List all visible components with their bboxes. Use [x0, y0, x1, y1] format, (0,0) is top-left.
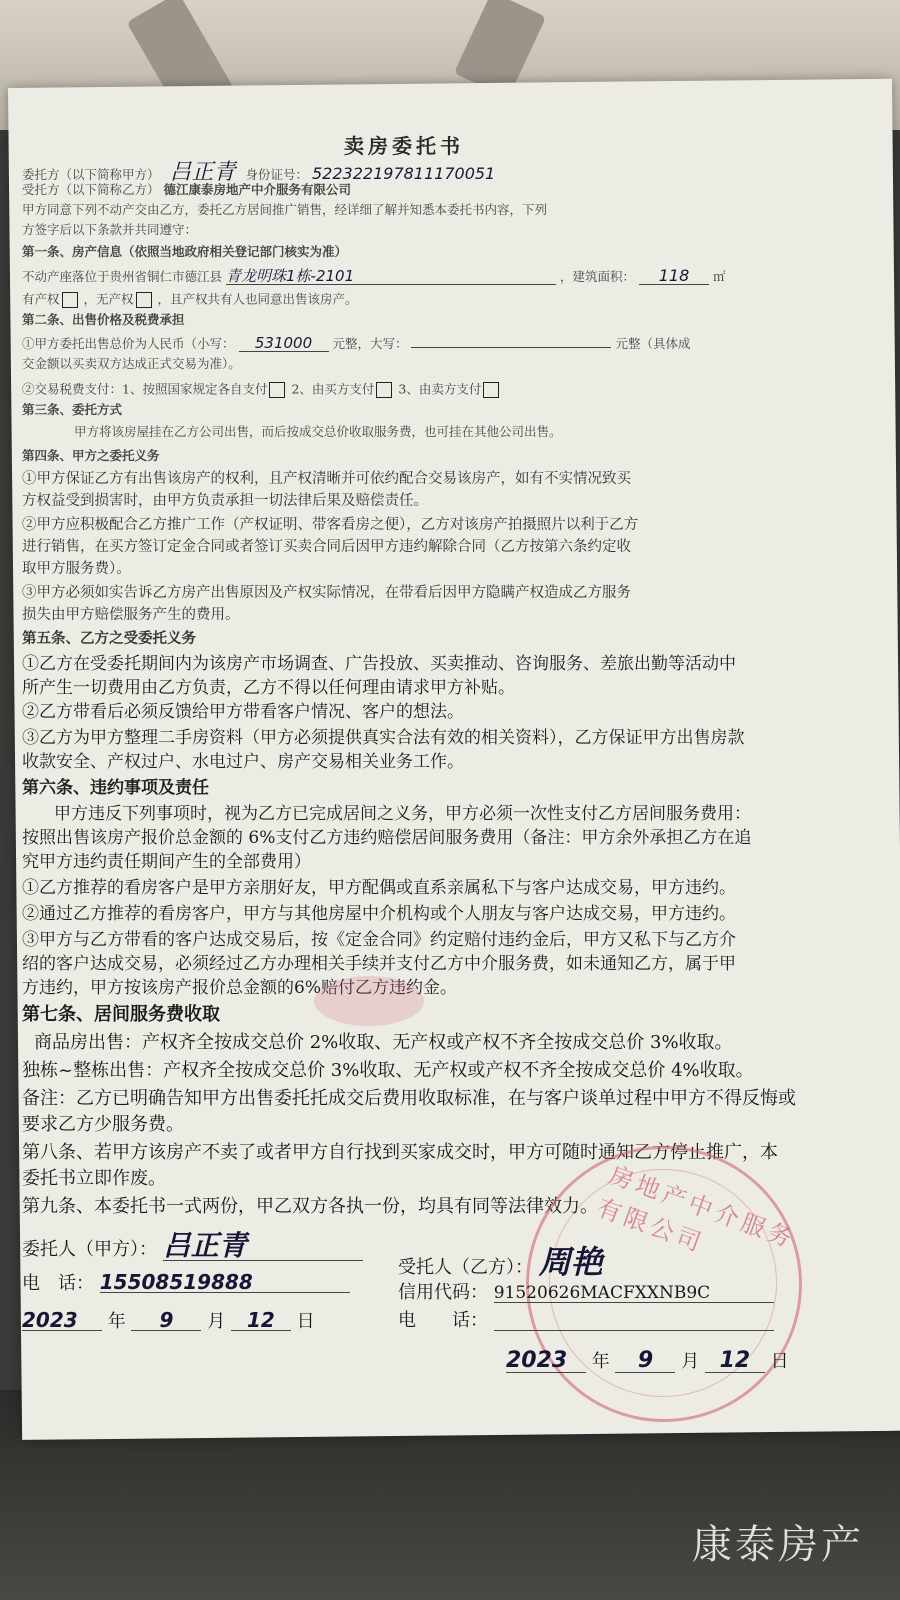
client-phone: 15508519888: [100, 1272, 350, 1293]
article5-text: 所产生一切费用由乙方负责，乙方不得以任何理由请求甲方补贴。: [22, 678, 515, 698]
agent-company: 德江康泰房地产中介服务有限公司: [163, 182, 352, 197]
document-title: 卖房委托书: [344, 134, 464, 158]
red-ink-smudge: [314, 976, 424, 1026]
article5-text: ③乙方为甲方整理二手房资料（甲方必须提供真实合法有效的相关资料），乙方保证甲方出售房款: [22, 728, 745, 748]
article6-text: ②通过乙方推荐的看房客户，甲方与其他房屋中介机构或个人朋友与客户达成交易，甲方违约。: [22, 904, 736, 924]
article1-heading: 第一条、房产信息（依照当地政府相关登记部门核实为准）: [22, 244, 348, 259]
article5-heading: 第五条、乙方之受委托义务: [22, 630, 196, 647]
article4-text: 取甲方服务费）。: [22, 561, 131, 577]
article4-text: 方权益受到损害时，由甲方负责承担一切法律后果及赔偿责任。: [22, 493, 428, 509]
article1-title-line: 有产权 ，无产权 ，且产权共有人也同意出售该房产。: [22, 291, 358, 307]
watermark: 康泰房产: [692, 1522, 864, 1568]
article5-text: ①乙方在受委托期间内为该房产市场调查、广告投放、买卖推动、咨询服务、差旅出勤等活动中: [22, 654, 736, 674]
client-signature: 吕正青: [169, 160, 236, 185]
article7-text: 备注：乙方已明确告知甲方出售委托托成交后费用收取标准，在与客户谈单过程中甲方不得反悔或: [22, 1088, 796, 1109]
client-date-month: 9: [131, 1310, 201, 1331]
article6-text: 究甲方违约责任期间产生的全部费用）: [22, 852, 311, 872]
agent-date-line: 2023 年 9 月 12 日: [506, 1348, 789, 1373]
checkbox-has-title: [62, 292, 78, 308]
article6-text: 绍的客户达成交易，必须经过乙方办理相关手续并支付乙方中介服务费，如未通知乙方，属于甲: [22, 954, 736, 974]
article8-text: 委托书立即作废。: [22, 1168, 166, 1189]
agent-phone-line: 电 话：: [398, 1312, 774, 1331]
article4-text: ②甲方应积极配合乙方推广工作（产权证明、带客看房之便），乙方对该房产拍摄照片以利于乙方: [22, 517, 639, 533]
article4-heading: 第四条、甲方之委托义务: [22, 448, 160, 463]
article6-heading: 第六条、违约事项及责任: [22, 778, 209, 798]
article7-text: 独栋~整栋出售：产权齐全按成交总价 3%收取、无产权或产权不齐全按成交总价 4%收取。: [22, 1060, 754, 1081]
article3-heading: 第三条、委托方式: [22, 402, 123, 417]
article4-text: ③甲方必须如实告诉乙方房产出售原因及产权实际情况，在带看后因甲方隐瞒产权造成乙方服务: [22, 585, 631, 601]
agent-date-year: 2023: [506, 1350, 586, 1373]
article1-address-line: 不动产座落位于贵州省铜仁市德江县 青龙明珠1栋-2101 ，建筑面积： 118 ㎡: [22, 266, 726, 285]
article7-heading: 第七条、居间服务费收取: [22, 1004, 220, 1025]
article6-text: ③甲方与乙方带看的客户达成交易后，按《定金合同》约定赔付违约金后，甲方又私下与乙方介: [22, 930, 736, 950]
agent-date-month: 9: [615, 1350, 675, 1373]
article8-text: 第八条、若甲方该房产不卖了或者甲方自行找到买家成交时，甲方可随时通知乙方停止推广，本: [22, 1142, 778, 1163]
client-date-year: 2023: [22, 1310, 102, 1331]
seal-text: 房地产中介服务有限公司: [593, 1160, 800, 1259]
article5-text: 收款安全、产权过户、水电过户、房产交易相关业务工作。: [22, 752, 464, 772]
article3-text: 甲方将该房屋挂在乙方公司出售，而后按成交总价收取服务费，也可挂在其他公司出售。: [74, 424, 562, 439]
article6-text: ①乙方推荐的看房客户是甲方亲朋好友，甲方配偶或直系亲属私下与客户达成交易，甲方违约。: [22, 878, 736, 898]
price-line-2: 交金额以买卖双方达成正式交易为准）。: [22, 356, 241, 371]
client-sign-line: 委托人（甲方）： 吕正青: [22, 1232, 363, 1261]
article7-text: 商品房出售：产权齐全按成交总价 2%收取、无产权或产权不齐全按成交总价 3%收取。: [34, 1032, 733, 1053]
price-line: ①甲方委托出售总价为人民币（小写： 531000 元整，大写： 元整（具体成: [22, 334, 691, 352]
tax-line: ②交易税费支付：1、按照国家规定各自支付 2、由买方支付 3、由卖方支付: [22, 382, 501, 398]
property-area: 118: [639, 268, 709, 285]
article6-text: 按照出售该房产报价总金额的 6%支付乙方违约赔偿居间服务费用（备注：甲方余外承担乙方在追: [22, 828, 752, 848]
article5-text: ②乙方带看后必须反馈给甲方带看客户情况、客户的想法。: [22, 702, 464, 722]
client-id: 522322197811170051: [312, 164, 496, 183]
price-value: 531000: [239, 336, 329, 352]
client-line: 委托方（以下简称甲方） 吕正青 身份证号： 522322197811170051: [22, 160, 496, 185]
client-phone-line: 电 话： 15508519888: [22, 1272, 350, 1293]
checkbox-tax-3: [483, 382, 499, 398]
checkbox-tax-2: [376, 382, 392, 398]
client-date-line: 2023 年 9 月 12 日: [22, 1308, 315, 1332]
article6-text: 方违约，甲方按该房产报价总金额的6%赔付乙方违约金。: [22, 978, 457, 998]
agent-sign-line: 受托人（乙方）： 周艳: [398, 1243, 603, 1281]
client-signature: 吕正青: [163, 1232, 363, 1261]
article6-text: 甲方违反下列事项时，视为乙方已完成居间之义务，甲方必须一次性支付乙方居间服务费用：: [54, 804, 751, 824]
checkbox-no-title: [136, 292, 152, 308]
intro-line: 甲方同意下列不动产交由乙方，委托乙方居间推广销售，经详细了解并知悉本委托书内容，下列: [22, 202, 548, 217]
agent-line: 受托方（以下简称乙方） 德江康泰房地产中介服务有限公司: [22, 182, 352, 197]
article9-text: 第九条、本委托书一式两份，甲乙双方各执一份，均具有同等法律效力。: [22, 1196, 598, 1217]
article2-heading: 第二条、出售价格及税费承担: [22, 312, 185, 327]
credit-code: 91520626MACFXXNB9C: [494, 1285, 774, 1303]
agent-date-day: 12: [705, 1350, 765, 1373]
article4-text: 损失由甲方赔偿服务产生的费用。: [22, 607, 240, 623]
article4-text: 进行销售，在买方签订定金合同或者签订买卖合同后因甲方违约解除合同（乙方按第六条约定收: [22, 539, 631, 555]
document: [14, 96, 884, 1426]
article4-text: ①甲方保证乙方有出售该房产的权利，且产权清晰并可依约配合交易该房产，如有不实情况致买: [22, 471, 631, 487]
agent-signature: 周艳: [538, 1243, 603, 1281]
property-address: 青龙明珠1栋-2101: [226, 269, 556, 285]
intro-line: 方签字后以下条款并共同遵守：: [22, 222, 198, 237]
client-date-day: 12: [231, 1310, 291, 1331]
checkbox-tax-1: [269, 382, 285, 398]
credit-code-line: 信用代码： 91520626MACFXXNB9C: [398, 1284, 774, 1303]
article7-text: 要求乙方少服务费。: [22, 1114, 184, 1135]
